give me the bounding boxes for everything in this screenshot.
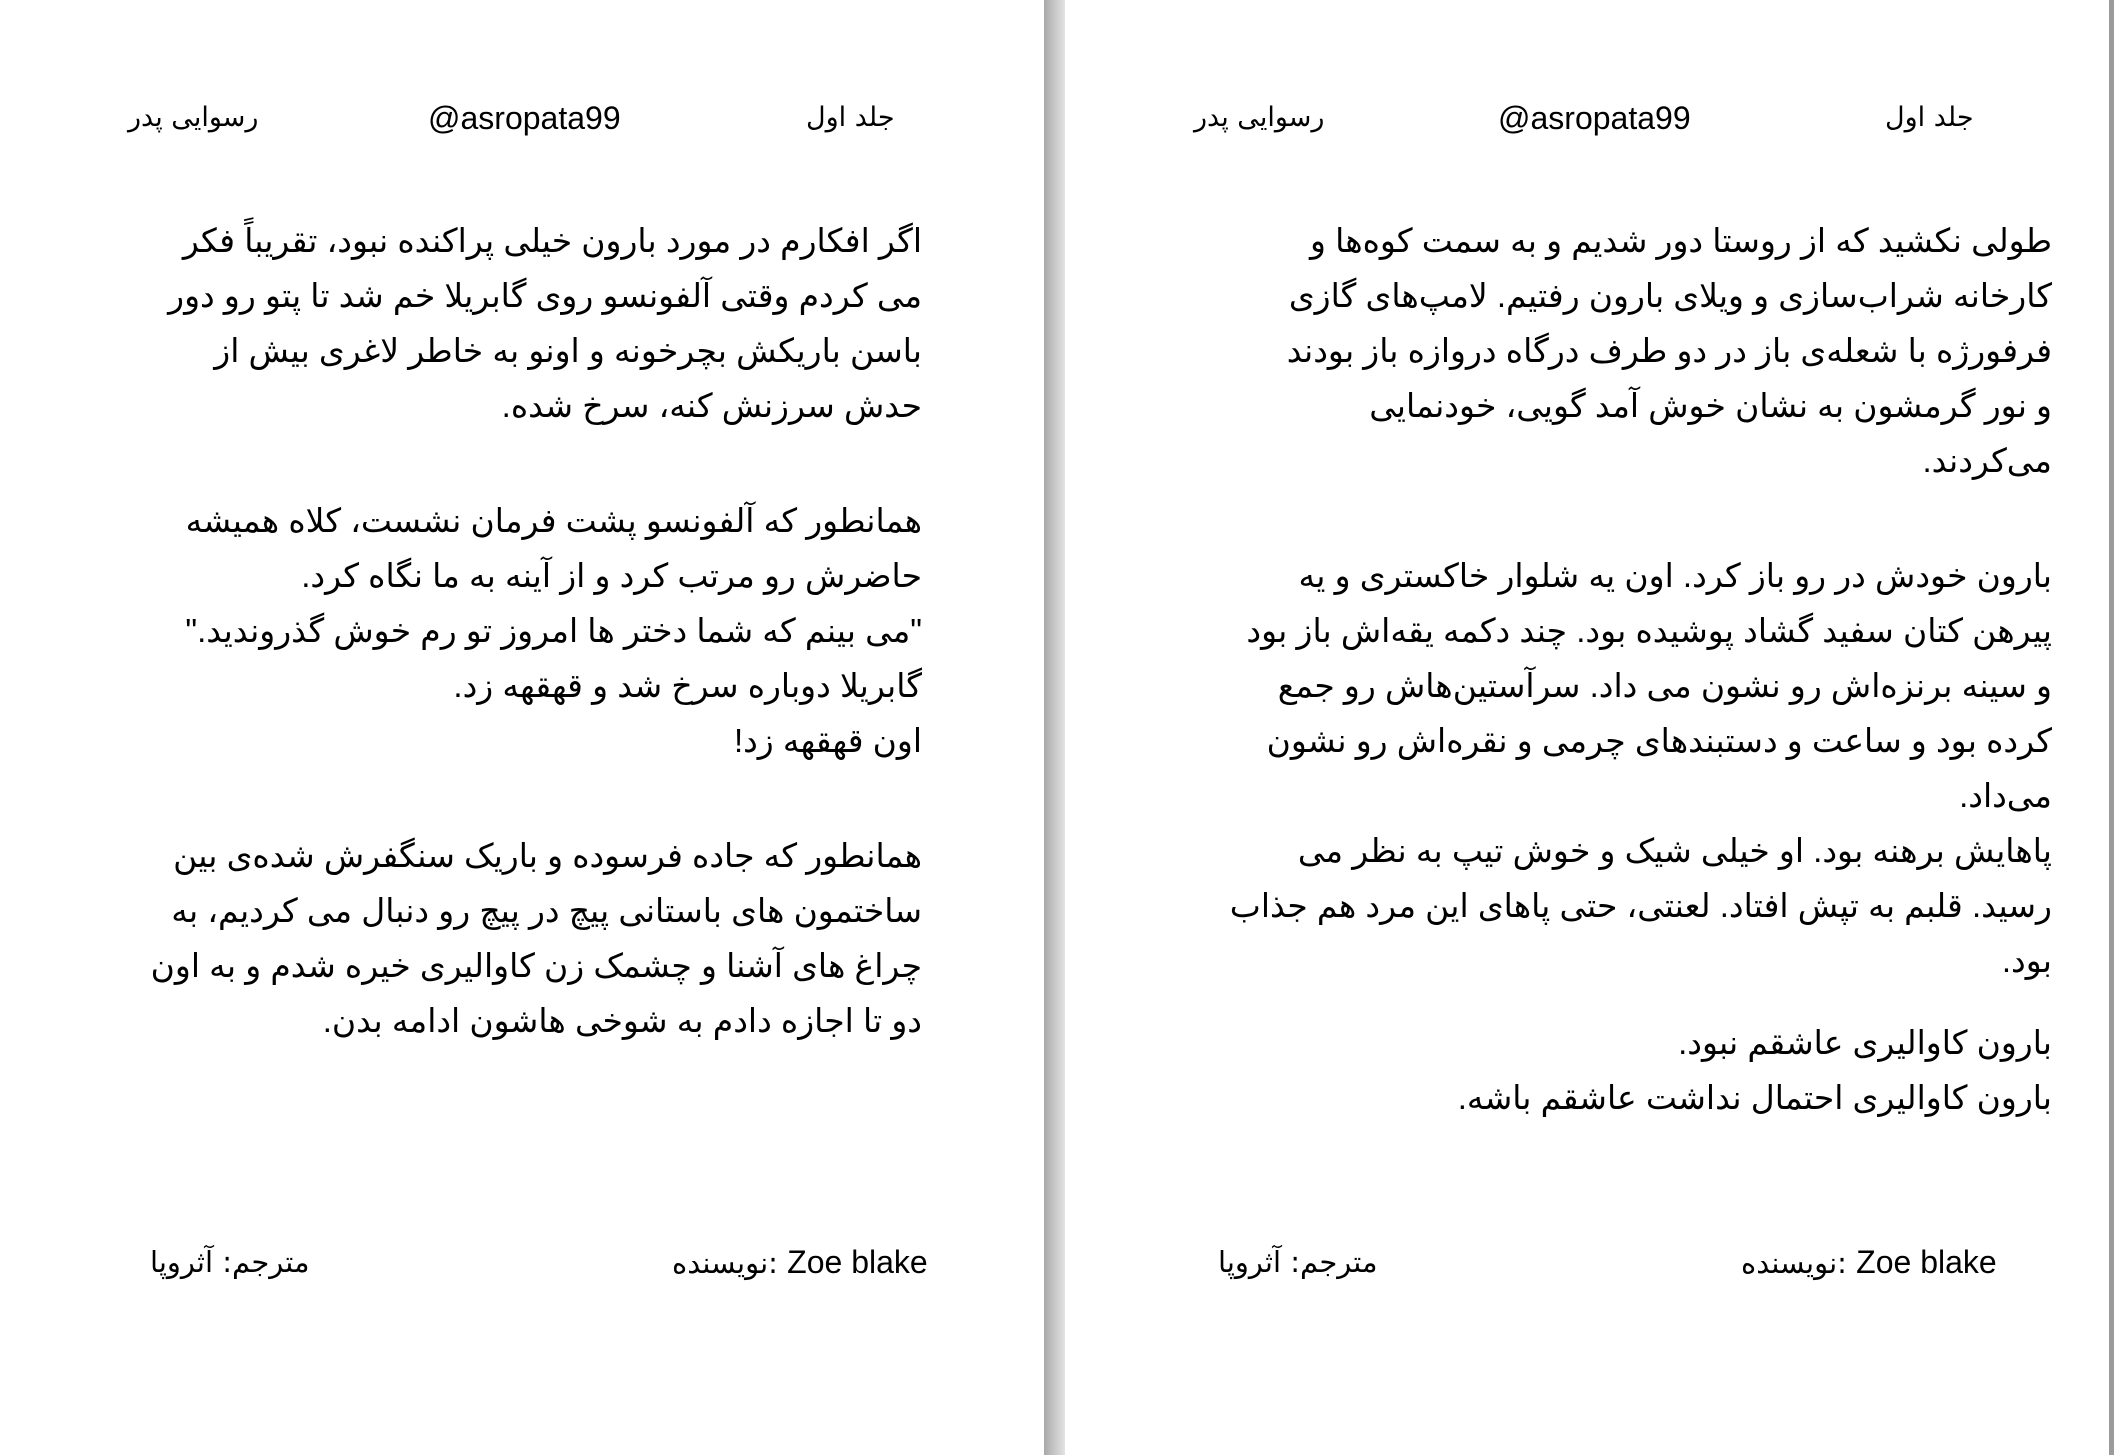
text-line: کارخانه شراب‌سازی و ویلای بارون رفتیم. لامپ‌های گازی [1288, 277, 2052, 314]
author-name: Zoe blake [787, 1244, 928, 1280]
text-line: حاضرش رو مرتب کرد و از آینه به ما نگاه کرد. [301, 557, 922, 594]
header-title: رسوایی پدر [1194, 102, 1325, 133]
footer-author [672, 1240, 928, 1285]
header-handle: @asropata99 [1498, 100, 1691, 136]
text-line: و نور گرمشون به نشان خوش آمد گویی، خودنمایی [1369, 387, 2052, 424]
text-line: پاهایش برهنه بود. او خیلی شیک و خوش تیپ به نظر می [1297, 832, 2052, 869]
paragraph-gap [1230, 488, 2052, 548]
paragraph-gap [151, 433, 922, 493]
text-line: گابریلا دوباره سرخ شد و قهقهه زد. [453, 667, 922, 704]
paragraph-gap [1230, 988, 2052, 1015]
text-line: می‌داد. [1959, 777, 2052, 814]
paragraph-gap [151, 768, 922, 828]
text-line: می‌کردند. [1922, 442, 2052, 479]
page-left [0, 0, 1044, 1455]
footer-translator: مترجم: آثروپا [150, 1245, 310, 1279]
page-body-right [1230, 213, 2052, 1125]
text-line: پیرهن کتان سفید گشاد پوشیده بود. چند دکمه یقه‌اش باز بود [1246, 612, 2052, 649]
header-volume: جلد اول [1885, 102, 1974, 133]
header-title: رسوایی پدر [128, 102, 259, 133]
author-name: Zoe blake [1856, 1244, 1997, 1280]
text-line: ساختمون های باستانی پیچ در پیچ رو دنبال می کردیم، به [171, 892, 922, 929]
text-line: باسن باریکش بچرخونه و اونو به خاطر لاغری بیش از [214, 332, 922, 369]
text-line: بود. [2001, 942, 2052, 979]
footer-translator: مترجم: آثروپا [1218, 1245, 1378, 1279]
text-line: چراغ های آشنا و چشمک زن کاوالیری خیره شدم و به اون [150, 947, 922, 984]
footer-author [1741, 1240, 1997, 1285]
author-label: نویسنده: [672, 1246, 778, 1280]
text-line: می کردم وقتی آلفونسو روی گابریلا خم شد تا پتو رو دور [168, 277, 922, 314]
text-line: بارون کاوالیری احتمال نداشت عاشقم باشه. [1457, 1079, 2052, 1116]
text-line: فرفورژه با شعله‌ی باز در دو طرف درگاه دروازه باز بودند [1286, 332, 2052, 369]
text-line: و سینه برنزه‌اش رو نشون می داد. سرآستین‌هاش رو جمع [1277, 667, 2052, 704]
text-line: رسید. قلبم به تپش افتاد. لعنتی، حتی پاهای این مرد هم جذاب [1229, 887, 2052, 924]
text-line: اون قهقهه زد! [733, 722, 922, 759]
page-body-left [151, 213, 922, 1048]
header-handle: @asropata99 [428, 100, 621, 136]
text-line: کرده بود و ساعت و دستبندهای چرمی و نقره‌اش رو نشون [1266, 722, 2052, 759]
page-divider [1044, 0, 1065, 1455]
author-label: نویسنده: [1741, 1246, 1847, 1280]
text-line: همانطور که جاده فرسوده و باریک سنگفرش شده‌ی بین [173, 837, 922, 874]
text-line: بارون خودش در رو باز کرد. اون یه شلوار خاکستری و یه [1298, 557, 2052, 594]
text-line: اگر افکارم در مورد بارون خیلی پراکنده نبود، تقریباً فکر [182, 222, 922, 259]
text-line: همانطور که آلفونسو پشت فرمان نشست، کلاه همیشه [185, 502, 922, 539]
text-line: بارون کاوالیری عاشقم نبود. [1678, 1024, 2052, 1061]
text-line: دو تا اجازه دادم به شوخی هاشون ادامه بدن. [322, 1002, 922, 1039]
text-line: "می بینم که شما دختر ها امروز تو رم خوش گذروندید." [185, 612, 922, 649]
text-line: طولی نکشید که از روستا دور شدیم و به سمت کوه‌ها و [1310, 222, 2052, 259]
page-right [1065, 0, 2109, 1455]
text-line: حدش سرزنش کنه، سرخ شده. [501, 387, 922, 424]
header-volume: جلد اول [806, 102, 895, 133]
